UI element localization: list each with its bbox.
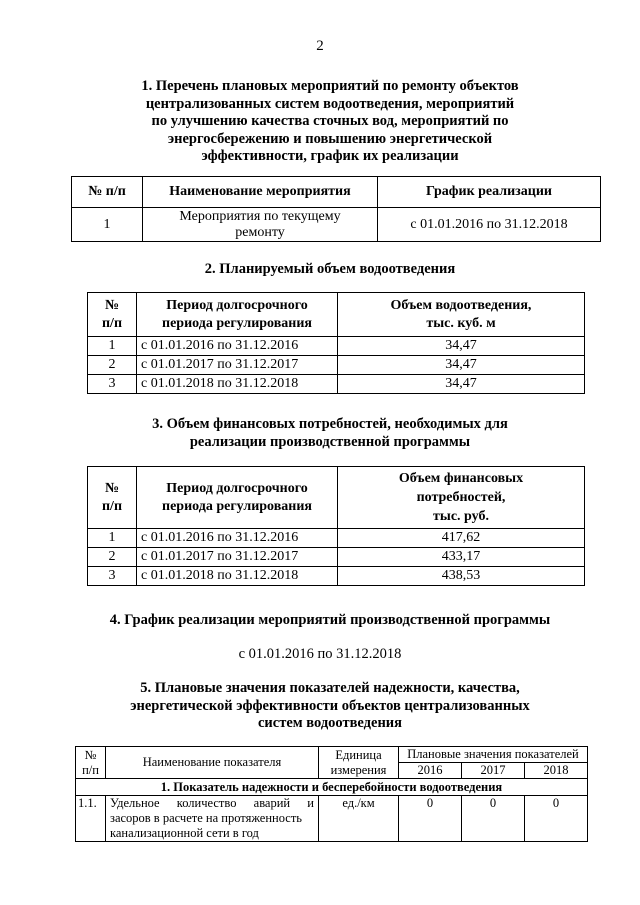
section1-title-line: по улучшению качества сточных вод, мероприятий по [151, 113, 509, 129]
wastewater-volume-table [87, 292, 585, 394]
table-row [88, 548, 585, 567]
section3-title-line: реализации производственной программы [189, 433, 471, 450]
row-schedule: с 01.01.2016 по 31.12.2018 [378, 208, 601, 242]
header-unit-line: Единица [335, 747, 382, 762]
header-volume [338, 293, 585, 337]
section4-period: с 01.01.2016 по 31.12.2018 [238, 646, 402, 662]
header-volume-line: Объем водоотведения, [390, 297, 532, 313]
section1-title-line: энергосбережению и повышению энергетической [167, 130, 493, 147]
table-header-row [88, 467, 585, 529]
table-row [72, 208, 601, 242]
header-financial-volume [338, 467, 585, 529]
header-num [76, 747, 106, 779]
table-row [88, 529, 585, 548]
header-year-2017: 2017 [462, 763, 525, 779]
subsection-title: 1. Показатель надежности и бесперебойности водоотведения [76, 779, 588, 796]
header-num [88, 293, 137, 337]
section3-title-line: 3. Объем финансовых потребностей, необходимых для [152, 416, 508, 432]
section1-title-line: эффективности, график их реализации [201, 148, 459, 164]
row-unit: ед./км [319, 796, 399, 842]
section3-title [60, 416, 600, 451]
section5-title [50, 680, 610, 733]
header-num-line: п/п [101, 498, 123, 514]
row-num: 2 [88, 356, 137, 375]
section5-title-line: систем водоотведения [257, 715, 403, 731]
table-row [88, 356, 585, 375]
header-num [88, 467, 137, 529]
header-num-line: п/п [101, 315, 123, 331]
header-period [137, 293, 338, 337]
table-row [88, 337, 585, 356]
row-num: 1 [88, 337, 137, 356]
indicator-name-line: Удельное количество аварий и [110, 796, 314, 810]
section5-title-line: 5. Плановые значения показателей надежности, качества, [140, 680, 520, 696]
header-num-line: № [84, 747, 97, 762]
indicator-name-line: засоров в расчете на протяженность [110, 811, 303, 825]
row-num: 1.1. [76, 796, 106, 842]
header-period [137, 467, 338, 529]
row-financial-volume: 438,53 [338, 567, 585, 586]
header-year-2016: 2016 [399, 763, 462, 779]
header-unit-line: измерения [330, 762, 387, 777]
activity-name-line: ремонту [235, 224, 285, 240]
row-value-2018: 0 [525, 796, 588, 842]
row-volume: 34,47 [338, 375, 585, 394]
header-volume-line: тыс. руб. [433, 509, 489, 524]
row-period: с 01.01.2016 по 31.12.2016 [137, 529, 338, 548]
header-year-2018: 2018 [525, 763, 588, 779]
header-activity-name: Наименование мероприятия [143, 177, 378, 208]
row-period: с 01.01.2018 по 31.12.2018 [137, 567, 338, 586]
row-period: с 01.01.2016 по 31.12.2016 [137, 337, 338, 356]
header-period-line: периода регулирования [162, 315, 312, 331]
activities-table [71, 176, 601, 242]
row-period: с 01.01.2017 по 31.12.2017 [137, 356, 338, 375]
header-num-line: п/п [82, 762, 99, 777]
section1-title-line: 1. Перечень плановых мероприятий по ремонту объектов [141, 78, 519, 94]
header-planned-values: Плановые значения показателей [399, 747, 588, 763]
header-period-line: Период долгосрочного [166, 480, 308, 496]
table-header-row [88, 293, 585, 337]
row-activity-name [143, 208, 378, 242]
table-row [76, 796, 588, 842]
indicator-name-line: канализационной сети в год [110, 826, 259, 840]
header-schedule: График реализации [378, 177, 601, 208]
row-financial-volume: 433,17 [338, 548, 585, 567]
activity-name-line: Мероприятия по текущему [179, 208, 341, 224]
header-volume-line: потребностей, [416, 490, 506, 505]
row-volume: 34,47 [338, 356, 585, 375]
header-period-line: периода регулирования [162, 498, 312, 514]
row-period: с 01.01.2018 по 31.12.2018 [137, 375, 338, 394]
header-num-line: № [104, 480, 120, 496]
header-num-line: № [104, 297, 120, 313]
page-number: 2 [316, 38, 324, 54]
header-num: № п/п [72, 177, 143, 208]
financial-needs-table [87, 466, 585, 586]
row-period: с 01.01.2017 по 31.12.2017 [137, 548, 338, 567]
table-row [88, 375, 585, 394]
table-row [88, 567, 585, 586]
row-financial-volume: 417,62 [338, 529, 585, 548]
row-num: 3 [88, 567, 137, 586]
section5-title-line: энергетической эффективности объектов централизованных [130, 697, 530, 714]
header-volume-line: тыс. куб. м [426, 315, 496, 331]
section1-title-line: централизованных систем водоотведения, мероприятий [145, 95, 515, 112]
header-volume-line: Объем финансовых [398, 471, 524, 486]
row-num: 1 [72, 208, 143, 242]
section2-title: 2. Планируемый объем водоотведения [204, 261, 456, 277]
row-num: 2 [88, 548, 137, 567]
table-header-row [76, 747, 588, 763]
header-period-line: Период долгосрочного [166, 297, 308, 313]
table-header-row [72, 177, 601, 208]
header-unit [319, 747, 399, 779]
section1-title [60, 78, 600, 166]
header-indicator-name: Наименование показателя [106, 747, 319, 779]
row-num: 3 [88, 375, 137, 394]
table-subsection-row [76, 779, 588, 796]
row-value-2017: 0 [462, 796, 525, 842]
row-volume: 34,47 [338, 337, 585, 356]
row-num: 1 [88, 529, 137, 548]
indicators-table [75, 746, 588, 842]
row-value-2016: 0 [399, 796, 462, 842]
row-indicator-name [106, 796, 319, 842]
section4-title: 4. График реализации мероприятий производственной программы [109, 612, 551, 628]
